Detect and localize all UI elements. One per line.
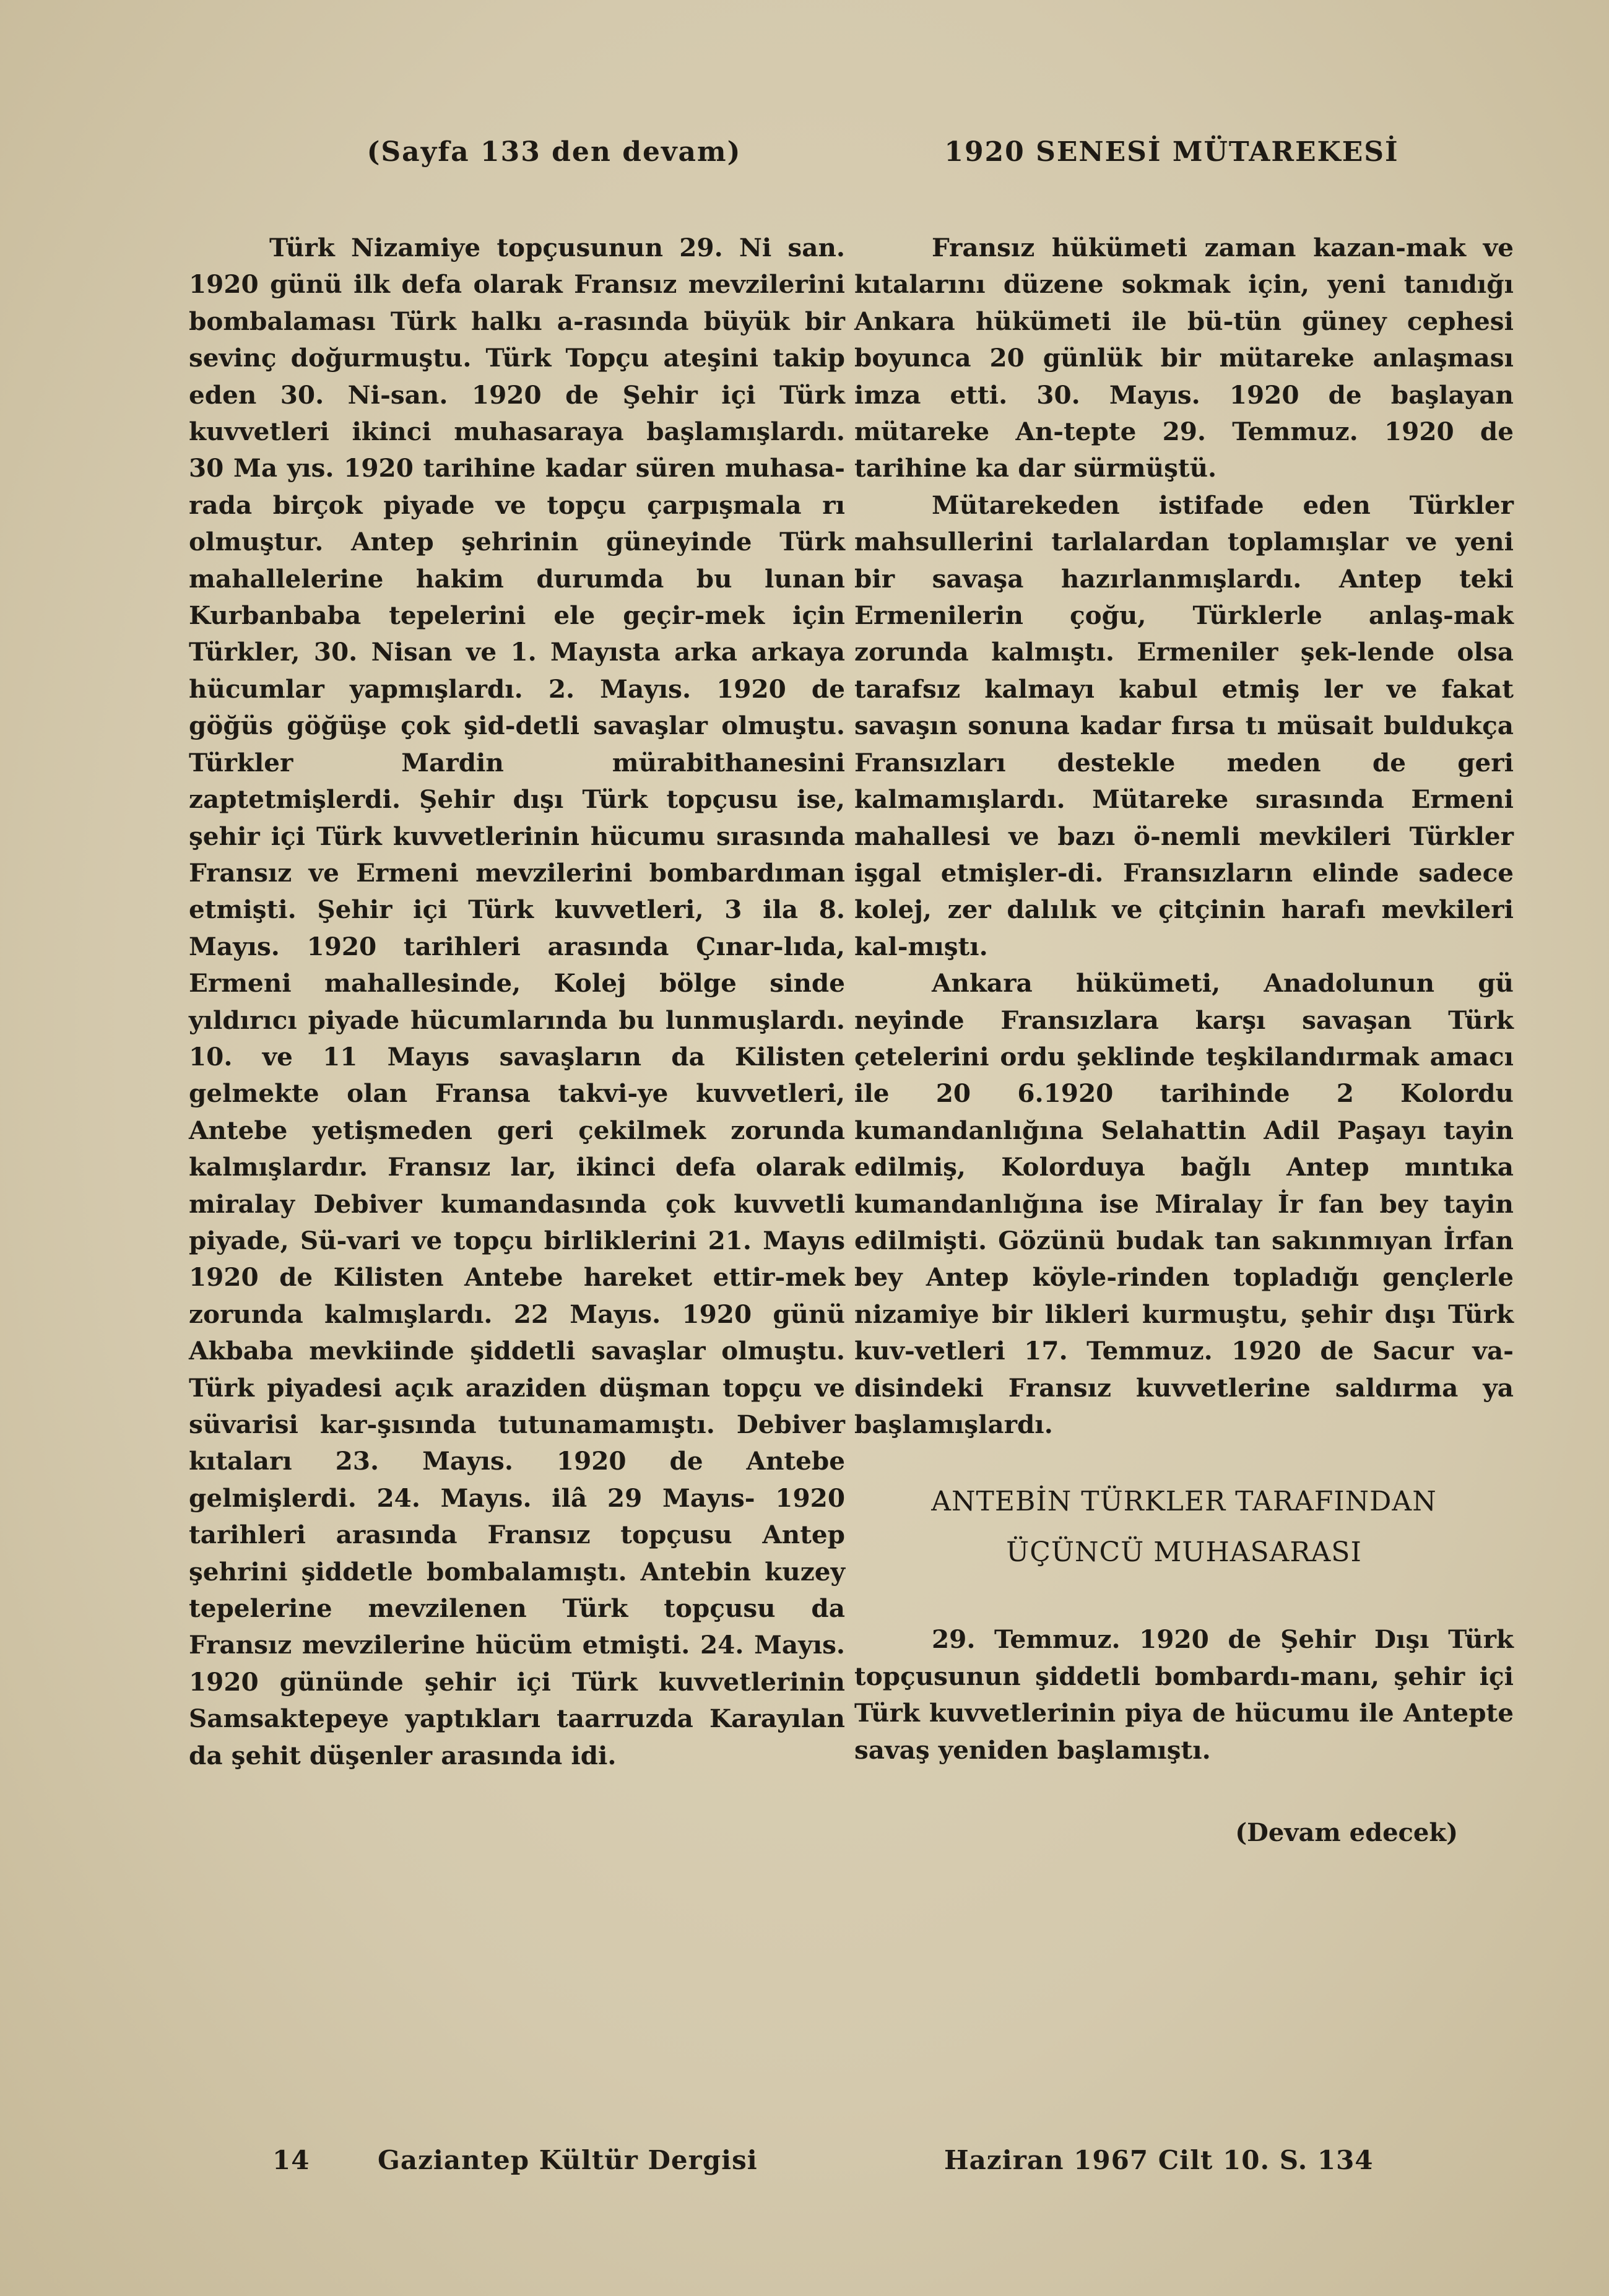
- to-be-continued-note: (Devam edecek): [1235, 1818, 1458, 1848]
- section-heading-line: ÜÇÜNCÜ MUHASARASI: [1006, 1536, 1362, 1569]
- section-heading: [854, 1476, 1514, 1578]
- issue-info: Haziran 1967 Cilt 10. S. 134: [944, 2145, 1374, 2175]
- left-column: [189, 124, 845, 1774]
- right-column: [854, 124, 1514, 1847]
- continuation-note: (Sayfa 133 den devam): [366, 136, 742, 168]
- page-number: 14: [272, 2145, 310, 2175]
- section-heading-line: ANTEBİN TÜRKLER TARAFINDAN: [931, 1486, 1437, 1518]
- body-paragraph: Fransız hükümeti zaman kazan-mak ve kıtalarını düzene sokmak için, yeni tanıdığı Ankara hükümeti ile bü-tün güney cephesi boyunca 20 günlük bir mütareke anlaşması imza etti. 30. Mayıs. 1920 de başlayan mütareke An-tepte 29. Temmuz. 1920 de tarihine ka dar sürmüştü.: [854, 233, 1514, 483]
- body-paragraph: 29. Temmuz. 1920 de Şehir Dışı Türk topçusunun şiddetli bombardı-manı, şehir içi Türk kuvvetlerinin piya de hücumu ile Antepte savaş yeniden başlamıştı.: [854, 1624, 1514, 1765]
- body-paragraph: Türk Nizamiye topçusunun 29. Ni san. 1920 günü ilk defa olarak Fransız mevzilerini bombalaması Türk halkı a-rasında büyük bir sevinç doğurmuştu. Türk Topçu ateşini takip eden 30. Ni-san. 1920 de Şehir içi Türk kuvvetleri ikinci muhasaraya başlamışlardı. 30 Ma yıs. 1920 tarihine kadar süren muhasa-rada birçok piyade ve topçu çarpışmala rı olmuştur. Antep şehrinin güneyinde Türk mahallelerine hakim durumda bu lunan Kurbanbaba tepelerini ele geçir-mek için Türkler, 30. Nisan ve 1. Mayısta arka arkaya hücumlar yapmışlardı. 2. Mayıs. 1920 de göğüs göğüşe çok şid-detli savaşlar olmuştu. Türkler Mardin mürabithanesini zaptetmişlerdi. Şehir dışı Türk topçusu ise, şehir içi Türk kuvvetlerinin hücumu sırasında Fransız ve Ermeni mevzilerini bombardıman etmişti. Şehir içi Türk kuvvetleri, 3 ila 8. Mayıs. 1920 tarihleri arasında Çınar-lıda, Ermeni mahallesinde, Kolej bölge sinde yıldırıcı piyade hücumlarında bu lunmuşlardı. 10. ve 11 Mayıs savaşların da Kilisten gelmekte olan Fransa takvi-ye kuvvetleri, Antebe yetişmeden geri çekilmek zorunda kalmışlardır. Fransız lar, ikinci defa olarak miralay Debiver kumandasında çok kuvvetli piyade, Sü-vari ve topçu birliklerini 21. Mayıs 1920 de Kilisten Antebe hareket ettir-mek zorunda kalmışlardı. 22 Mayıs. 1920 günü Akbaba mevkiinde şiddetli savaşlar olmuştu. Türk piyadesi açık araziden düşman topçu ve süvarisi kar-şısında tutunamamıştı. Debiver kıtaları 23. Mayıs. 1920 de Antebe gelmişlerdi. 24. Mayıs. ilâ 29 Mayıs- 1920 tarihleri arasında Fransız topçusu Antep şehrini şiddetle bombalamıştı. Antebin kuzey tepelerine mevzilenen Türk topçusu da Fransız mevzilerine hücüm etmişti. 24. Mayıs. 1920 gününde şehir içi Türk kuvvetlerinin Samsaktepeye yaptıkları taarruzda Karayılan da şehit düşenler arasında idi.: [189, 233, 845, 1770]
- body-paragraph: Ankara hükümeti, Anadolunun gü neyinde Fransızlara karşı savaşan Türk çetelerini ordu şeklinde teşkilandırmak amacı ile 20 6.1920 tarihinde 2 Kolordu kumandanlığına Selahattin Adil Paşayı tayin edilmiş, Kolorduya bağlı Antep mıntıka kumandanlığına ise Miralay İr fan bey tayin edilmişti. Gözünü budak tan sakınmıyan İrfan bey Antep köyle-rinden topladığı gençlerle nizamiye bir likleri kurmuştu, şehir dışı Türk kuv-vetleri 17. Temmuz. 1920 de Sacur va-disindeki Fransız kuvvetlerine saldırma ya başlamışlardı.: [854, 968, 1514, 1439]
- article-title: 1920 SENESİ MÜTAREKESİ: [944, 136, 1399, 168]
- body-paragraph: Mütarekeden istifade eden Türkler mahsullerini tarlalardan toplamışlar ve yeni bir savaşa hazırlanmışlardı. Antep teki Ermenilerin çoğu, Türklerle anlaş-mak zorunda kalmıştı. Ermeniler şek-lende olsa tarafsız kalmayı kabul etmiş ler ve fakat savaşın sonuna kadar fırsa tı müsait buldukça Fransızları destekle meden de geri kalmamışlardı. Mütareke sırasında Ermeni mahallesi ve bazı ö-nemli mevkileri Türkler işgal etmişler-di. Fransızların elinde sadece kolej, zer dalılık ve çitçinin harafı mevkileri kal-mıştı.: [854, 490, 1514, 961]
- journal-name: Gaziantep Kültür Dergisi: [378, 2145, 758, 2175]
